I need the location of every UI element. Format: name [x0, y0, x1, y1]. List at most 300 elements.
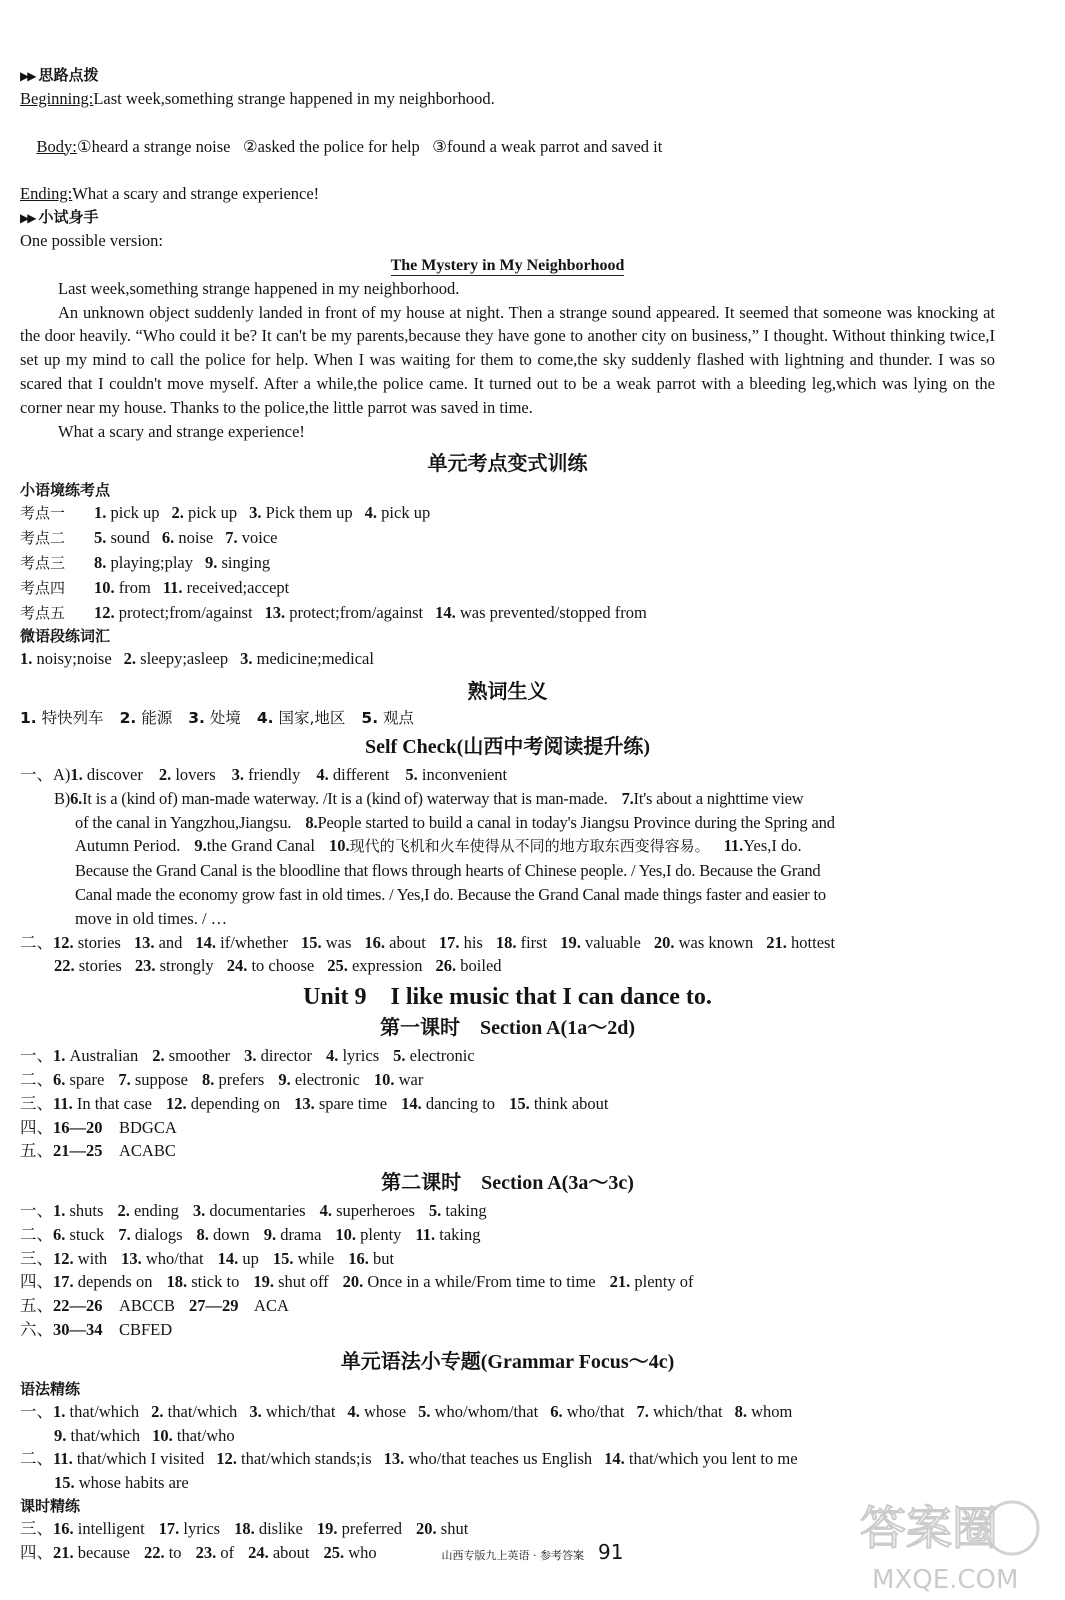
familiar-items	[20, 707, 995, 731]
item-number: 4.	[319, 1201, 332, 1221]
self-check-b-line4: Because the Grand Canal is the bloodline that flows through hearts of Chinese people. / Yes,I do. Because the Grand	[75, 861, 821, 881]
item-number: 2.	[123, 649, 137, 669]
item-number: 14.	[435, 602, 456, 622]
kaodian-label: 考点一	[20, 504, 66, 523]
answer-page	[20, 64, 995, 1565]
item-number: 18.	[495, 932, 517, 952]
answers	[53, 1201, 487, 1220]
item-number: 9.	[54, 1425, 67, 1445]
item-number: 21—25	[53, 1141, 103, 1161]
item-number: 6.	[550, 1401, 563, 1421]
double-arrow-icon: ▶▶	[20, 210, 35, 225]
item-answer: about	[385, 932, 426, 952]
item-number: 4.	[325, 1046, 339, 1066]
kaodian-label: 考点五	[20, 603, 66, 622]
kaodian-row	[20, 601, 995, 626]
item-answer: because	[73, 1542, 130, 1562]
item-number: 6.	[53, 1224, 66, 1244]
watermark-url: MXQE.COM	[872, 1565, 1019, 1594]
grammar-one-row1	[20, 1400, 995, 1424]
lesson2-rows	[20, 1199, 995, 1342]
item-answer: In that case	[72, 1093, 152, 1113]
item-number: 20.	[416, 1519, 437, 1539]
double-arrow-icon: ▶▶	[20, 69, 35, 83]
item-answer: shut off	[273, 1272, 329, 1292]
item-answer: 处境	[204, 709, 241, 728]
section-prefix: 三、	[20, 1093, 53, 1113]
item-number: 13.	[383, 1449, 405, 1469]
item-number: 19.	[560, 932, 581, 952]
item-answer: 特快列车	[36, 709, 104, 728]
answers	[53, 1272, 694, 1291]
item-answer: that/which	[66, 1425, 141, 1445]
item-number: 1.	[20, 649, 33, 669]
item-number: 6.	[53, 1069, 66, 1089]
answers	[53, 1519, 468, 1538]
item-number: 9.	[278, 1069, 291, 1089]
item-number: 17.	[53, 1272, 74, 1292]
item-answer: lovers	[171, 764, 216, 784]
item-answer: dislike	[254, 1519, 303, 1539]
item-number: 16.	[53, 1519, 74, 1539]
item-answer: which/that	[261, 1401, 336, 1421]
item-number: 3.	[240, 649, 253, 669]
item-answer: think about	[529, 1093, 609, 1113]
item-answer: intelligent	[73, 1519, 145, 1539]
item-number: 24.	[248, 1542, 269, 1562]
section-prefix: 五、	[20, 1296, 53, 1316]
unit-training-vocab	[20, 647, 995, 671]
item-number: 2.	[151, 1401, 164, 1421]
item-answer: if/whether	[216, 932, 288, 952]
item-answer: noisy;noise	[32, 649, 112, 669]
item-number: 12.	[53, 1248, 74, 1268]
item-answer: up	[238, 1248, 259, 1268]
item-number: 26.	[435, 956, 457, 976]
item-number: 11.	[415, 1224, 436, 1244]
item-answer: stories	[74, 956, 122, 976]
section-prefix: 五、	[20, 1141, 53, 1161]
item-number: 5.	[405, 764, 418, 784]
item-answer: ACABC	[102, 1141, 176, 1161]
item-answer: dialogs	[130, 1224, 183, 1244]
item-number: 4.	[316, 764, 329, 784]
watermark-logo	[852, 1484, 1047, 1594]
section-prefix: 一、	[20, 1401, 53, 1421]
item-answer: depends on	[73, 1272, 153, 1292]
item-answer: who	[344, 1542, 377, 1562]
self-check-two-row1	[20, 931, 995, 955]
item-number: 25.	[327, 956, 348, 976]
kaodian-answers	[94, 603, 647, 622]
exercise-row	[20, 1270, 995, 1294]
item-number: 17.	[438, 932, 460, 952]
answers	[53, 1141, 176, 1160]
item-answer: ABCCB	[102, 1296, 175, 1316]
unit9-title: Unit 9 I like music that I can dance to.	[303, 984, 712, 1011]
exercise-row	[20, 1247, 995, 1271]
item-answer: that/who	[172, 1425, 235, 1445]
item-number: 15.	[54, 1473, 75, 1493]
item-answer: inconvenient	[417, 764, 508, 784]
item-number: 11.	[53, 1093, 73, 1113]
essay-paragraph-1: Last week,something strange happened in my neighborhood.	[58, 278, 460, 298]
item-answer: medicine;medical	[252, 649, 374, 669]
item-answer: which/that	[648, 1401, 723, 1421]
item-number: 9.	[263, 1224, 277, 1244]
self-check-b-line2: of the canal in Yangzhou,Jiangsu. 8.People started to build a canal in today's Jiangsu Province during the Spring and	[75, 812, 835, 832]
item-number: 21.	[766, 932, 787, 952]
item-number: 13.	[294, 1093, 315, 1113]
item-answer: down	[208, 1224, 250, 1244]
item-number: 2.	[119, 709, 137, 728]
kaodian-answers	[94, 553, 270, 572]
item-answer: of	[216, 1542, 235, 1562]
item-answer: that/which stands;is	[236, 1449, 372, 1469]
exercise-row	[20, 1044, 995, 1068]
section-prefix: 二、	[20, 1449, 53, 1469]
grammar-three-row	[20, 1517, 995, 1541]
item-answer: sound	[106, 528, 150, 548]
item-number: 23.	[195, 1542, 217, 1562]
self-check-b-line1: B)6.It is a (kind of) man-made waterway. /It is a (kind of) waterway that is man-made. 7.It's about a nighttime view	[54, 788, 804, 808]
item-answer: and	[154, 932, 183, 952]
hints-heading: ▶▶ 思路点拨	[20, 66, 99, 84]
answers	[53, 1118, 177, 1137]
watermark-text: 答案圈	[860, 1501, 998, 1555]
item-answer: depending on	[186, 1093, 281, 1113]
item-answer: but	[368, 1248, 395, 1268]
item-number: 24.	[226, 956, 248, 976]
grammar-one-row2	[20, 1424, 995, 1448]
item-number: 5.	[393, 1046, 406, 1066]
section-prefix: 一、A)	[20, 764, 71, 784]
item-number: 2.	[158, 764, 172, 784]
item-answer: sleepy;asleep	[136, 649, 229, 669]
page-footer: 山西专版九上英语 · 参考答案 91	[441, 1540, 624, 1564]
self-check-a	[20, 763, 995, 787]
item-number: 1.	[70, 764, 83, 784]
item-number: 10.	[373, 1069, 395, 1089]
item-answer: that/which you lent to me	[624, 1449, 798, 1469]
kaodian-answers	[94, 503, 430, 522]
item-number: 3.	[249, 1401, 262, 1421]
self-check-two-row2	[20, 954, 995, 978]
item-answer: stuck	[65, 1224, 105, 1244]
item-number: 13.	[121, 1248, 142, 1268]
item-answer: spare	[65, 1069, 105, 1089]
item-answer: plenty of	[630, 1272, 694, 1292]
answers	[53, 1225, 481, 1244]
item-number: 5.	[418, 1401, 431, 1421]
item-number: 10.	[94, 577, 115, 597]
item-answer: director	[256, 1046, 312, 1066]
item-answer: protect;from/against	[285, 602, 424, 622]
item-answer: from	[114, 577, 151, 597]
item-number: 8.	[196, 1224, 209, 1244]
item-number: 2.	[152, 1046, 165, 1066]
item-answer: was prevented/stopped from	[455, 602, 647, 622]
exercise-row	[20, 1092, 995, 1116]
item-number: 2.	[171, 503, 184, 523]
item-number: 23.	[134, 956, 156, 976]
kaodian-label: 考点二	[20, 529, 66, 548]
item-number: 4.	[347, 1401, 360, 1421]
item-answer: pick up	[183, 503, 238, 523]
item-number: 11.	[162, 577, 183, 597]
item-number: 11.	[53, 1449, 73, 1469]
item-number: 12.	[165, 1093, 187, 1113]
item-number: 4.	[256, 709, 274, 728]
self-check-b-line5: Canal made the economy grow fast in old times. / Yes,I do. Because the Grand Canal made things faster and easier to	[75, 884, 826, 904]
item-number: 25.	[323, 1542, 345, 1562]
section-prefix: 一、	[20, 1201, 53, 1221]
grammar-two-row2	[20, 1471, 995, 1495]
essay-title: The Mystery in My Neighborhood	[390, 256, 625, 274]
item-answer: BDGCA	[102, 1117, 177, 1137]
answers	[53, 1296, 289, 1315]
answers	[54, 1473, 189, 1492]
item-answer: war	[394, 1069, 424, 1089]
section-prefix: 三、	[20, 1248, 53, 1268]
self-check-b-line3: Autumn Period. 9.the Grand Canal 10.现代的飞机和火车使得从不同的地方取东西变得容易。 11.Yes,I do.	[75, 836, 802, 856]
item-answer: plenty	[356, 1224, 402, 1244]
unit-training-sub1: 小语境练考点	[20, 481, 111, 500]
exercise-row	[20, 1139, 995, 1163]
item-answer: whose	[359, 1401, 407, 1421]
item-answer: was	[321, 932, 352, 952]
item-answer: valuable	[580, 932, 641, 952]
item-number: 6.	[161, 528, 175, 548]
item-number: 12.	[53, 932, 74, 952]
section-prefix: 六、	[20, 1320, 53, 1340]
item-answer: whose habits are	[74, 1473, 189, 1493]
answers	[53, 1320, 172, 1339]
item-answer: stories	[73, 932, 121, 952]
answers	[53, 1070, 423, 1089]
item-number: 14.	[401, 1093, 422, 1113]
kaodian-answers	[94, 578, 289, 597]
grammar-sub2: 课时精练	[20, 1497, 81, 1516]
lesson2-title: 第二课时 Section A(3a～3c)	[381, 1172, 634, 1195]
answers	[53, 1094, 609, 1113]
item-number: 13.	[133, 932, 155, 952]
item-number: 20.	[342, 1272, 364, 1292]
essay-paragraph-3: What a scary and strange experience!	[58, 421, 305, 441]
exercise-row	[20, 1199, 995, 1223]
exercise-row	[20, 1068, 995, 1092]
item-number: 16.	[364, 932, 386, 952]
item-number: 18.	[234, 1519, 255, 1539]
section-prefix: 二、	[20, 932, 53, 952]
kaodian-answers	[94, 528, 278, 547]
exercise-row	[20, 1116, 995, 1140]
exercise-row	[20, 1294, 995, 1318]
item-number: 7.	[118, 1069, 131, 1089]
item-number: 10.	[335, 1224, 357, 1244]
item-number: 14.	[195, 932, 217, 952]
item-number: 19.	[316, 1519, 338, 1539]
item-answer: pick up	[106, 503, 160, 523]
item-answer: prefers	[214, 1069, 265, 1089]
item-answer: Pick them up	[261, 503, 353, 523]
item-answer: suppose	[130, 1069, 188, 1089]
item-number: 12.	[94, 602, 115, 622]
item-answer: smoother	[164, 1046, 231, 1066]
item-answer: drama	[276, 1224, 322, 1244]
item-answer: to	[164, 1542, 182, 1562]
item-number: 15.	[272, 1248, 294, 1268]
item-answer: stick to	[187, 1272, 240, 1292]
unit-training-sub2: 微语段练词汇	[20, 627, 111, 646]
unit-training-title: 单元考点变式训练	[427, 451, 588, 476]
item-answer: while	[293, 1248, 335, 1268]
item-answer: friendly	[244, 764, 301, 784]
item-answer: different	[328, 764, 390, 784]
item-number: 2.	[117, 1201, 130, 1221]
item-number: 10.	[152, 1425, 173, 1445]
item-answer: with	[73, 1248, 108, 1268]
item-answer: electronic	[405, 1046, 475, 1066]
section-prefix: 四、	[20, 1542, 53, 1562]
item-answer: 观点	[378, 709, 415, 728]
item-answer: ACA	[238, 1296, 289, 1316]
hints-ending: Ending:What a scary and strange experience!	[20, 184, 320, 204]
item-number: 19.	[253, 1272, 274, 1292]
item-answer: to choose	[247, 956, 315, 976]
item-number: 3.	[231, 764, 245, 784]
section-prefix: 三、	[20, 1519, 53, 1539]
item-answer: was known	[674, 932, 754, 952]
self-check-b-line6: move in old times. / …	[75, 908, 228, 928]
section-prefix: 二、	[20, 1069, 53, 1089]
item-number: 22.	[143, 1542, 165, 1562]
item-number: 1.	[53, 1201, 66, 1221]
item-answer: lyrics	[179, 1519, 221, 1539]
item-answer: 能源	[136, 709, 173, 728]
page-number: 91	[598, 1540, 624, 1564]
exercise-row	[20, 1223, 995, 1247]
grammar-two-row1	[20, 1447, 995, 1471]
answers	[53, 1249, 394, 1268]
familiar-title: 熟词生义	[467, 679, 548, 704]
item-answer: who/that	[141, 1248, 204, 1268]
item-answer: CBFED	[102, 1320, 173, 1340]
item-number: 3.	[192, 1201, 206, 1221]
item-number: 8.	[734, 1401, 747, 1421]
unit-training-rows	[20, 501, 995, 625]
item-answer: Once in a while/From time to time	[363, 1272, 596, 1292]
item-number: 18.	[166, 1272, 188, 1292]
lesson1-rows	[20, 1044, 995, 1163]
item-answer: playing;play	[106, 552, 193, 572]
item-number: 5.	[94, 528, 107, 548]
item-answer: lyrics	[338, 1046, 380, 1066]
grammar-sub1: 语法精练	[20, 1379, 81, 1398]
try-intro: One possible version:	[20, 230, 163, 250]
item-number: 3.	[244, 1046, 257, 1066]
grammar-title: 单元语法小专题(Grammar Focus～4c)	[340, 1350, 675, 1373]
kaodian-row	[20, 551, 995, 576]
item-answer: 国家,地区	[273, 709, 346, 728]
item-answer: discover	[82, 764, 143, 784]
answers	[53, 1402, 792, 1421]
item-number: 1.	[20, 709, 37, 728]
kaodian-row	[20, 576, 995, 601]
essay-paragraph-2: An unknown object suddenly landed in front of my house at night. Then a strange sound appeared. It seemed that someone was knocking at the door heavily. “Who could it be? It can't be my parents,because they have gone to another city on business,” I thought. Without thinking twice,I set up my mind to call the police for help. When I was waiting for them to come,the sky suddenly flashed with lightning and thunder. I was so scared that I couldn't move myself. After a while,the police came. It turned out to be a weak parrot with a bleeding leg,which was lying on the corner near my house. Thanks to the police,the little parrot was saved in time.	[20, 302, 995, 417]
item-number: 14.	[604, 1449, 625, 1469]
item-number: 1.	[94, 503, 107, 523]
item-number: 1.	[53, 1401, 66, 1421]
item-number: 5.	[428, 1201, 442, 1221]
item-answer: strongly	[155, 956, 214, 976]
item-number: 16—20	[53, 1117, 103, 1137]
item-number: 21.	[609, 1272, 631, 1292]
item-answer: superheroes	[331, 1201, 415, 1221]
item-answer: ending	[129, 1201, 179, 1221]
item-answer: singing	[217, 552, 271, 572]
item-number: 14.	[217, 1248, 239, 1268]
hints-beginning: Beginning:Last week,something strange happened in my neighborhood.	[20, 89, 495, 108]
item-answer: who/whom/that	[430, 1401, 539, 1421]
item-answer: who/that	[562, 1401, 625, 1421]
item-number: 22.	[54, 956, 75, 976]
item-number: 8.	[94, 552, 107, 572]
item-number: 15.	[509, 1093, 530, 1113]
kaodian-label: 考点四	[20, 578, 66, 597]
item-answer: whom	[747, 1401, 793, 1421]
item-number: 22—26	[53, 1296, 103, 1316]
item-number: 16.	[348, 1248, 369, 1268]
item-number: 1.	[53, 1046, 66, 1066]
item-answer: pick up	[377, 503, 431, 523]
answers	[70, 765, 507, 784]
item-answer: documentaries	[205, 1201, 306, 1221]
item-number: 15.	[300, 932, 322, 952]
kaodian-row	[20, 526, 995, 551]
try-heading: ▶▶ 小试身手	[20, 207, 99, 226]
section-prefix: 四、	[20, 1272, 53, 1292]
item-number: 8.	[202, 1069, 215, 1089]
item-number: 3.	[188, 709, 205, 728]
item-number: 12.	[216, 1449, 237, 1469]
item-number: 17.	[158, 1519, 180, 1539]
item-answer: boiled	[456, 956, 502, 976]
item-answer: that/which	[163, 1401, 238, 1421]
answers	[53, 1046, 475, 1065]
item-answer: hottest	[786, 932, 836, 952]
item-answer: shut	[436, 1519, 469, 1539]
item-answer: that/which I visited	[72, 1449, 205, 1469]
self-check-title: Self Check(山西中考阅读提升练)	[365, 735, 650, 758]
item-answer: shuts	[65, 1201, 104, 1221]
item-answer: taking	[435, 1224, 481, 1244]
item-answer: voice	[237, 528, 278, 548]
section-prefix: 二、	[20, 1224, 53, 1244]
answers	[53, 1449, 798, 1468]
item-answer: spare time	[314, 1093, 388, 1113]
item-number: 7.	[225, 528, 238, 548]
answers	[53, 933, 835, 952]
item-number: 21.	[53, 1542, 74, 1562]
item-answer: electronic	[290, 1069, 360, 1089]
item-answer: received;accept	[182, 577, 290, 597]
item-answer: who/that teaches us English	[404, 1449, 593, 1469]
item-number: 7.	[636, 1401, 649, 1421]
item-answer: first	[516, 932, 548, 952]
section-prefix: 一、	[20, 1046, 53, 1066]
section-prefix: 四、	[20, 1117, 53, 1137]
